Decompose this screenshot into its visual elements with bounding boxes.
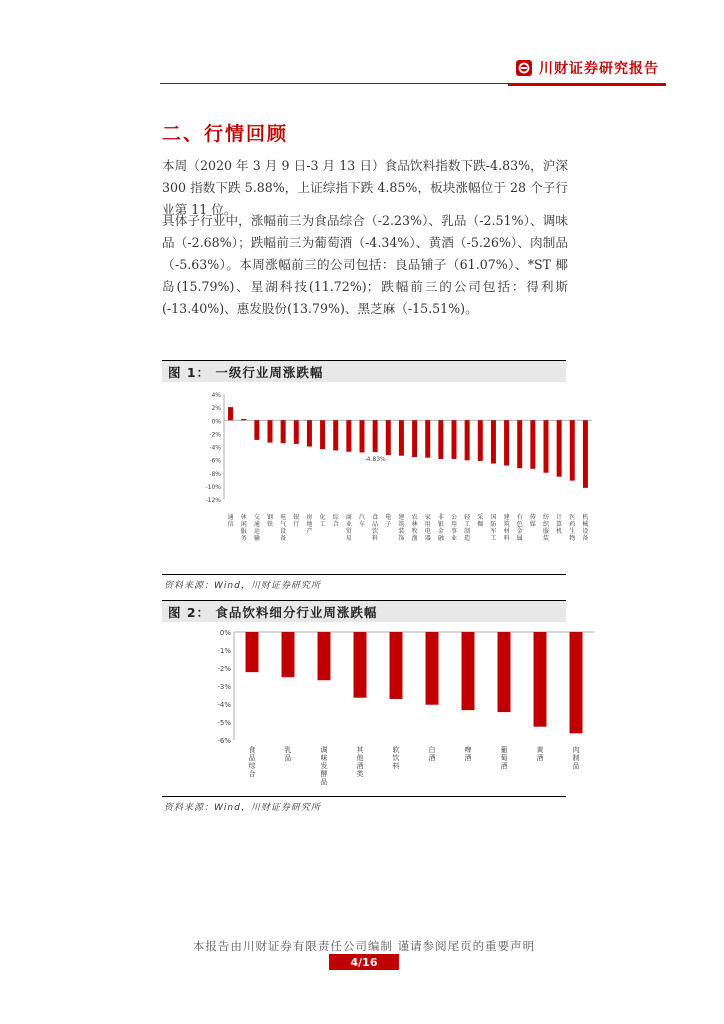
bar	[228, 407, 233, 420]
page-number: 4/16	[329, 954, 399, 970]
category-label: 医药生物	[569, 514, 576, 542]
category-label: 农林牧渔	[411, 514, 418, 542]
category-label: 国防军工	[490, 514, 497, 542]
bar	[307, 420, 312, 446]
bar	[478, 420, 483, 461]
bar	[333, 420, 338, 450]
header-brand-bar	[508, 83, 666, 86]
category-label: 机械设备	[582, 514, 589, 542]
bar	[462, 632, 475, 710]
category-label: 建筑装饰	[398, 514, 405, 542]
bar	[544, 420, 549, 473]
y-tick-label: -2%	[209, 431, 221, 439]
data-annotation: -4.83%	[364, 455, 386, 463]
y-tick-label: -2%	[217, 665, 231, 673]
figure-1	[162, 360, 589, 600]
brand-logo-icon	[515, 59, 533, 77]
category-label: 软饮料	[392, 746, 400, 770]
figure-1-source: 资料来源：Wind，川财证券研究所	[164, 581, 321, 591]
bar	[570, 632, 583, 733]
brand-name: 川财证券研究报告	[539, 61, 659, 77]
bar	[386, 420, 391, 455]
bar	[491, 420, 496, 463]
category-label: 休闲服务	[240, 514, 247, 542]
header-brand	[515, 58, 659, 78]
category-label: 公用事业	[450, 514, 458, 542]
y-tick-label: -3%	[217, 683, 231, 691]
y-tick-label: -12%	[205, 497, 221, 504]
y-tick-label: -5%	[217, 719, 231, 727]
bar	[570, 420, 575, 480]
category-label: 其他酒类	[356, 746, 364, 778]
y-tick-label: -10%	[205, 483, 221, 491]
category-label: 钢铁	[266, 514, 274, 528]
bar	[346, 420, 351, 452]
bar	[360, 420, 365, 452]
y-tick-label: 4%	[211, 392, 221, 399]
bar	[320, 420, 325, 449]
bar	[530, 420, 535, 469]
category-label: 汽车	[358, 514, 366, 528]
bar	[438, 420, 443, 459]
category-label: 传媒	[529, 514, 536, 528]
category-label: 建筑材料	[503, 514, 510, 542]
y-tick-label: -8%	[209, 470, 221, 478]
bar	[318, 632, 331, 680]
bar	[412, 420, 417, 457]
category-label: 交通运输	[253, 514, 260, 542]
y-tick-label: -4%	[209, 444, 221, 452]
figure-2-source: 资料来源：Wind，川财证券研究所	[164, 803, 321, 813]
bar	[465, 420, 470, 460]
bar	[254, 420, 259, 440]
y-tick-label: -6%	[217, 737, 231, 745]
chart-food-beverage-subsector-change	[162, 624, 580, 794]
bar	[354, 632, 367, 698]
y-tick-label: -1%	[217, 647, 231, 655]
bar	[425, 420, 430, 457]
category-label: 葡萄酒	[500, 746, 508, 770]
bar	[268, 420, 273, 442]
category-label: 电子	[385, 514, 392, 528]
bar	[399, 420, 404, 455]
bar	[517, 420, 522, 468]
y-tick-label: 2%	[211, 405, 221, 413]
figure-2-title: 图 2： 食品饮料细分行业周涨跌幅	[162, 601, 566, 622]
bar	[294, 420, 299, 444]
category-label: 通信	[227, 514, 234, 528]
figure-1-title: 图 1： 一级行业周涨跌幅	[162, 361, 566, 382]
bar	[504, 420, 509, 465]
category-label: 食品综合	[248, 746, 256, 778]
y-tick-label: 0%	[211, 418, 221, 426]
category-label: 白酒	[428, 746, 436, 762]
bar	[534, 632, 547, 727]
category-label: 轻工制造	[464, 514, 471, 542]
paragraph-subsector-summary: 具体子行业中，涨幅前三为食品综合（-2.23%）、乳品（-2.51%）、调味品（-2.68%）；跌幅前三为葡萄酒（-4.34%）、黄酒（-5.26%）、肉制品（-5.63%）。本周涨幅前三的公司包括：良品铺子（61.07%）、*ST 椰岛(15.79%)、星湖科技(11.72%)；跌幅前三的公司包括：得利斯(-13.40%)、惠发股份(13.79%)、黑芝麻（-15.51%)。	[162, 213, 568, 316]
category-label: 电气设备	[280, 514, 287, 542]
chart-industry-weekly-change	[162, 384, 589, 570]
y-tick-label: -6%	[209, 457, 221, 465]
category-label: 房地产	[306, 514, 313, 535]
section-title: 二、行情回顾	[162, 123, 289, 145]
category-label: 采掘	[477, 514, 484, 528]
category-label: 纺织服装	[542, 514, 550, 542]
y-tick-label: -4%	[217, 701, 231, 709]
category-label: 乳品	[284, 746, 292, 762]
footer-disclaimer: 本报告由川财证券有限责任公司编制 谨请参阅尾页的重要声明	[192, 939, 536, 953]
category-label: 非银金融	[437, 514, 444, 542]
category-label: 肉制品	[572, 746, 580, 770]
bar	[452, 420, 457, 459]
category-label: 食品饮料	[372, 514, 379, 542]
y-tick-label: 0%	[219, 629, 231, 637]
category-label: 综合	[332, 514, 339, 528]
bar	[557, 420, 562, 476]
category-label: 化工	[319, 514, 326, 528]
category-label: 调味发酵品	[320, 746, 328, 786]
bar	[282, 632, 295, 677]
category-label: 银行	[293, 514, 300, 528]
figure-2	[162, 600, 580, 825]
bar	[583, 420, 588, 488]
category-label: 家用电器	[424, 514, 431, 542]
category-label: 有色金属	[516, 514, 523, 542]
header-rule	[160, 83, 566, 84]
bar	[390, 632, 403, 699]
bar	[498, 632, 511, 712]
paragraph-market-summary: 本周（2020 年 3 月 9 日-3 月 13 日）食品饮料指数下跌-4.83%，沪深 300 指数下跌 5.88%，上证综指下跌 4.85%，板块涨幅位于 28 个子行业第 11 位。	[162, 158, 568, 217]
category-label: 黄酒	[536, 746, 544, 762]
bar	[241, 419, 246, 420]
bar	[281, 420, 286, 443]
category-label: 计算机	[556, 514, 563, 535]
category-label: 啤酒	[464, 746, 472, 762]
bar	[246, 632, 259, 672]
category-label: 商业贸易	[345, 514, 352, 542]
bar	[426, 632, 439, 705]
bar	[373, 420, 378, 452]
